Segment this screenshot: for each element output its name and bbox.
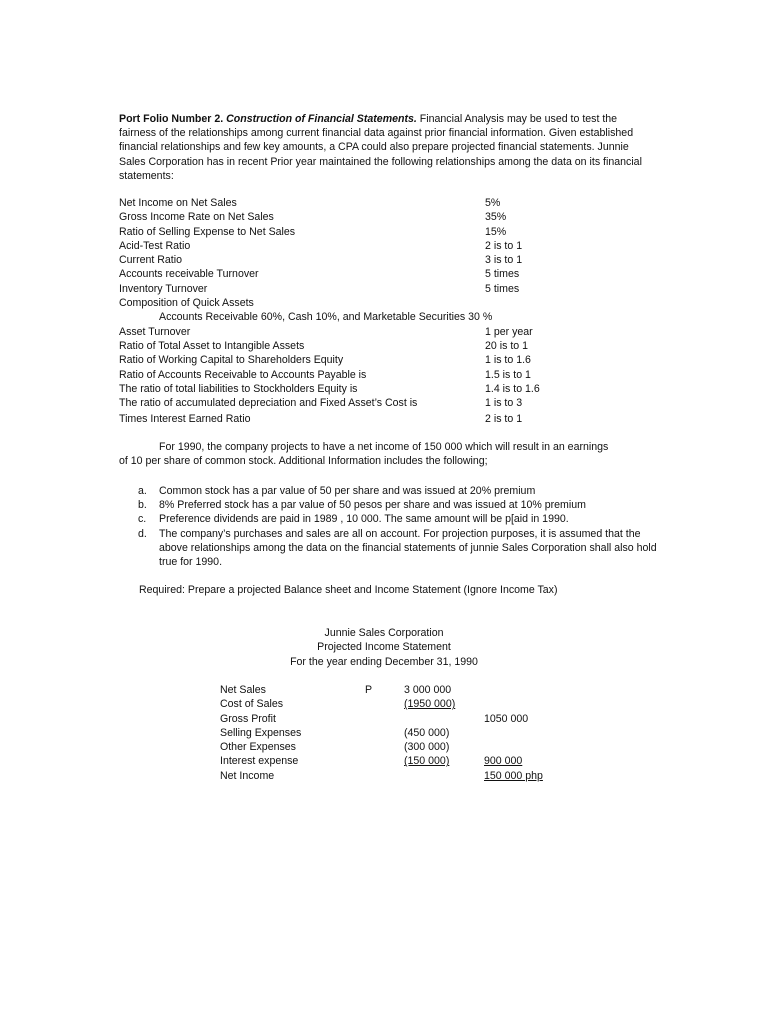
ratio-row: The ratio of accumulated depreciation and Fixed Asset’s Cost is 1 is to 3 — [119, 397, 523, 410]
ratio-row: Ratio of Working Capital to Shareholders Equity 1 is to 1.6 — [119, 354, 531, 367]
ratio-row: Ratio of Selling Expense to Net Sales 15% — [119, 225, 507, 238]
required-instruction: Required: Prepare a projected Balance sheet and Income Statement (Ignore Income Tax) — [139, 584, 558, 596]
statement-heading — [234, 626, 534, 669]
projection-paragraph: For 1990, the company projects to have a net income of 150 000 which will result in an earnings of 10 per share of common stock. Additional Information includes the following; — [119, 441, 609, 468]
table-row: Selling Expenses (450 000) — [220, 726, 450, 739]
ratio-row: Times Interest Earned Ratio 2 is to 1 — [119, 413, 523, 426]
list-item: c. Preference dividends are paid in 1989 , 10 000. The same amount will be p[aid in 1990. — [138, 513, 569, 526]
ratio-row: Acid-Test Ratio 2 is to 1 — [119, 239, 523, 252]
ratio-row: Net Income on Net Sales 5% — [119, 197, 501, 209]
ratio-row: Accounts receivable Turnover 5 times — [119, 268, 520, 281]
ratio-list — [119, 196, 579, 427]
table-row: Net Income 150 000 php — [220, 769, 543, 782]
income-statement-table — [220, 683, 580, 783]
ratio-row: Gross Income Rate on Net Sales 35% — [119, 211, 507, 224]
statement-title: Projected Income Statement — [317, 641, 451, 654]
ratio-row: Current Ratio 3 is to 1 — [119, 254, 523, 267]
portfolio-subtitle: Construction of Financial Statements. — [226, 113, 417, 125]
ratio-row: Inventory Turnover 5 times — [119, 282, 520, 295]
list-item: d. The company’s purchases and sales are all on account. For projection purposes, it is assumed that the above relationships among the data on the financial statements of junnie Sales Corporation shall also hold true for 1990. — [138, 527, 657, 569]
company-name: Junnie Sales Corporation — [324, 627, 444, 639]
quick-assets-composition: Accounts Receivable 60%, Cash 10%, and Marketable Securities 30 % — [159, 311, 493, 324]
table-row: Gross Profit 1050 000 — [220, 712, 529, 725]
list-item: b. 8% Preferred stock has a par value of 50 pesos per share and was issued at 10% premium — [138, 499, 586, 512]
ratio-row: Composition of Quick Assets — [119, 297, 254, 310]
list-item: a. Common stock has a par value of 50 per share and was issued at 20% premium — [138, 485, 536, 497]
ratio-row: Ratio of Accounts Receivable to Accounts Payable is 1.5 is to 1 — [119, 368, 531, 381]
ratio-row: Asset Turnover 1 per year — [119, 325, 533, 338]
intro-paragraph — [119, 112, 644, 183]
table-row: Interest expense (150 000) 900 000 — [220, 755, 523, 768]
peso-sign: P — [365, 684, 373, 696]
ratio-row: The ratio of total liabilities to Stockholders Equity is 1.4 is to 1.6 — [119, 382, 540, 395]
table-row: Net Sales P 3 000 000 — [220, 684, 452, 696]
table-row: Cost of Sales (1950 000) — [220, 698, 456, 711]
portfolio-title: Port Folio Number 2. — [119, 113, 224, 125]
statement-period: For the year ending December 31, 1990 — [290, 655, 478, 668]
table-row: Other Expenses (300 000) — [220, 741, 450, 754]
intro-text: Financial Analysis may be used to test the fairness of the relationships among current financial data against prior financial information. Given established financial relationships and few key amounts, a CPA could also prepare projected financial statements. Junnie Sales Corporation has in recent Prior year maintained the following relationships among the data on its financial statements: — [119, 113, 642, 182]
ratio-row: Ratio of Total Asset to Intangible Assets 20 is to 1 — [119, 339, 528, 352]
additional-info-list — [138, 484, 658, 569]
